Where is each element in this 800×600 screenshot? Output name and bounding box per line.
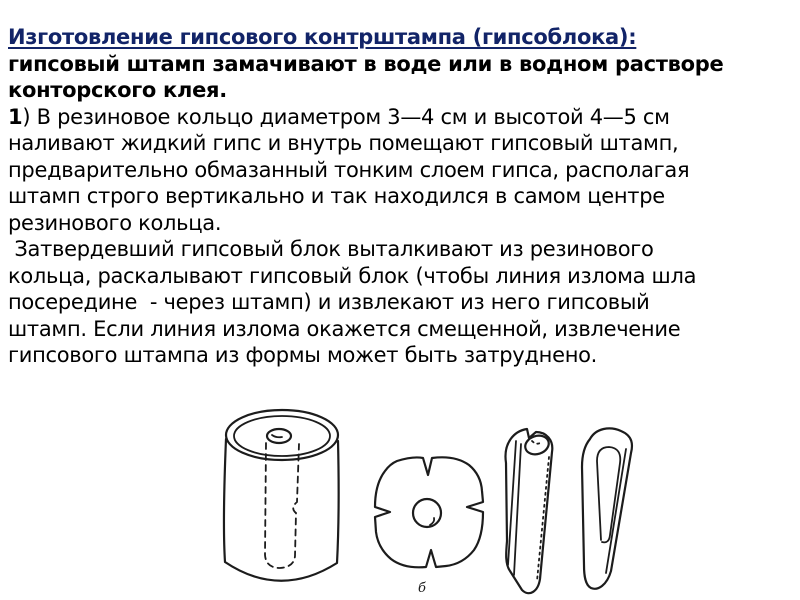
figure-label-b: б bbox=[418, 581, 426, 596]
figure-ring-with-stamp bbox=[224, 410, 339, 581]
figure-illustration bbox=[180, 395, 660, 600]
step1-line-1 bbox=[8, 104, 800, 131]
figure-block-top-view bbox=[375, 457, 483, 596]
step2-line-4: штамп. Если линия излома окажется смещенной, извлечение bbox=[8, 316, 681, 341]
step2-line-5: гипсового штампа из формы может быть затруднено. bbox=[8, 343, 598, 367]
step1-line-3: предварительно обмазанный тонким слоем гипса, располагая bbox=[8, 157, 690, 182]
figure-canvas bbox=[180, 395, 660, 600]
intro-line-1: гипсовый штамп замачивают в воде или в водном растворе bbox=[8, 51, 724, 76]
stamp-hole bbox=[267, 429, 291, 443]
step1-line-1-text: ) В резиновое кольцо диаметром 3—4 см и высотой 4—5 см bbox=[22, 104, 670, 129]
step1-line-5: резинового кольца. bbox=[8, 210, 222, 235]
step2-line-3: посередине - через штамп) и извлекают из него гипсовый bbox=[8, 290, 650, 314]
step1-line-2: наливают жидкий гипс и внутрь помещают гипсовый штамп, bbox=[8, 131, 679, 155]
step2-line-2: кольца, раскалывают гипсовый блок (чтобы линия излома шла bbox=[8, 263, 697, 288]
split-half-left bbox=[506, 429, 553, 593]
split-half-right bbox=[582, 428, 632, 588]
step1-marker: 1 bbox=[8, 104, 23, 129]
step1-line-4: штамп строго вертикально и так находился в самом центре bbox=[8, 184, 665, 208]
step2-line-1: Затвердевший гипсовый блок выталкивают из резинового bbox=[8, 237, 654, 261]
page-title: Изготовление гипсового контрштампа (гипсоблока): bbox=[8, 25, 637, 49]
intro-line-2: конторского клея. bbox=[8, 78, 227, 102]
figure-split-halves bbox=[506, 428, 632, 593]
slide-text-block bbox=[8, 24, 800, 369]
block-center-hole bbox=[413, 499, 441, 527]
